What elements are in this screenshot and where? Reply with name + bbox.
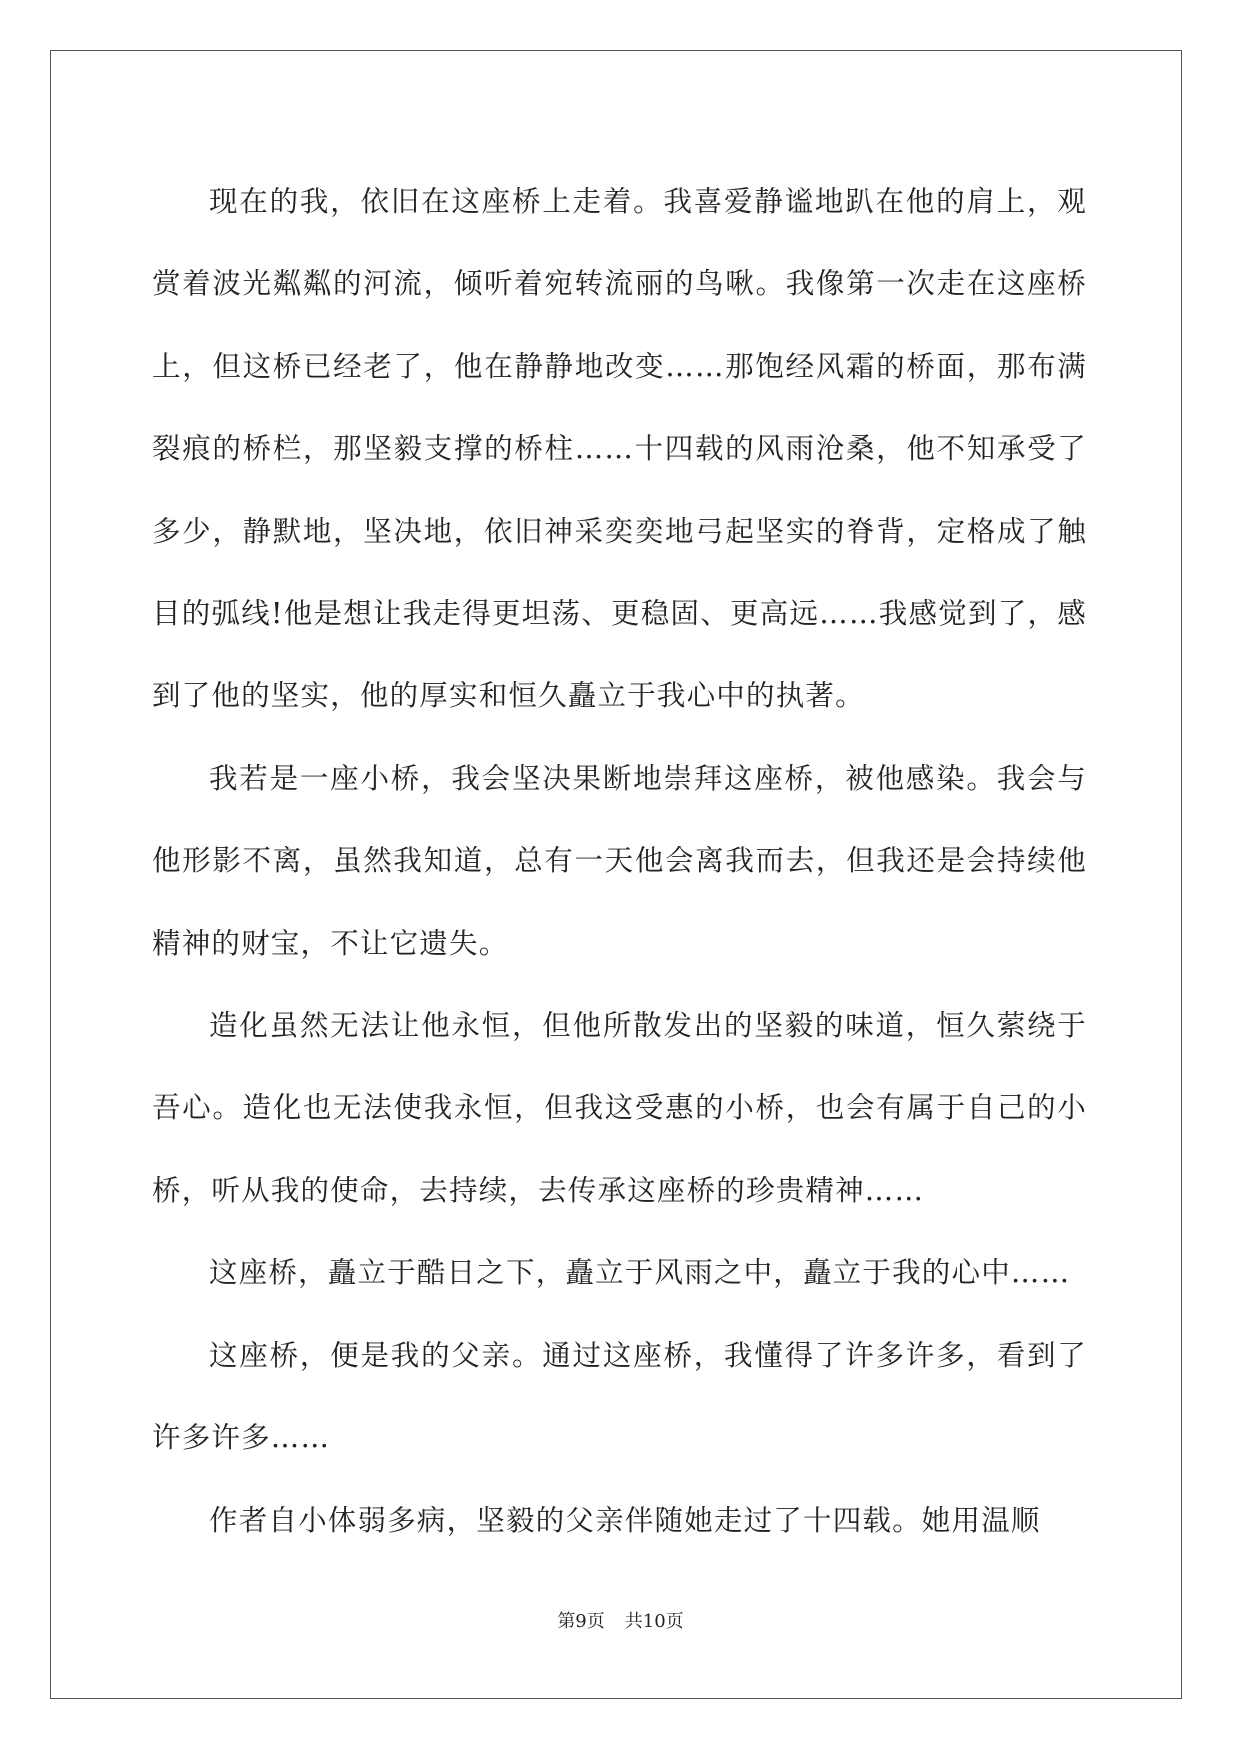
page-footer <box>0 1607 1241 1633</box>
paragraph-4: 这座桥，矗立于酷日之下，矗立于风雨之中，矗立于我的心中…… <box>209 1256 1071 1290</box>
page-total: 共10页 <box>624 1611 684 1632</box>
paragraph-2: 我若是一座小桥，我会坚决果断地崇拜这座桥，被他感染。我会与他形影不离，虽然我知道，总有一天他会离我而去，但我还是会持续他精神的财宝，不让它遗失。 <box>152 761 1087 960</box>
document-body <box>152 161 1087 1562</box>
paragraph-6: 作者自小体弱多病，坚毅的父亲伴随她走过了十四载。她用温顺 <box>209 1503 1041 1537</box>
paragraph-1: 现在的我，依旧在这座桥上走着。我喜爱静谧地趴在他的肩上，观赏着波光粼粼的河流，倾听着宛转流丽的鸟啾。我像第一次走在这座桥上，但这桥已经老了，他在静静地改变……那饱经风霜的桥面，那布满裂痕的桥栏，那坚毅支撑的桥柱……十四载的风雨沧桑，他不知承受了多少，静默地，坚决地，依旧神采奕奕地弓起坚实的脊背，定格成了触目的弧线!他是想让我走得更坦荡、更稳固、更高远……我感觉到了，感到了他的坚实，他的厚实和恒久矗立于我心中的执著。 <box>152 185 1087 713</box>
paragraph-3: 造化虽然无法让他永恒，但他所散发出的坚毅的味道，恒久萦绕于吾心。造化也无法使我永恒，但我这受惠的小桥，也会有属于自己的小桥，听从我的使命，去持续，去传承这座桥的珍贵精神…… <box>152 1009 1087 1207</box>
page-number: 第9页 <box>557 1611 605 1632</box>
paragraph-5: 这座桥，便是我的父亲。通过这座桥，我懂得了许多许多，看到了许多许多…… <box>152 1338 1087 1455</box>
